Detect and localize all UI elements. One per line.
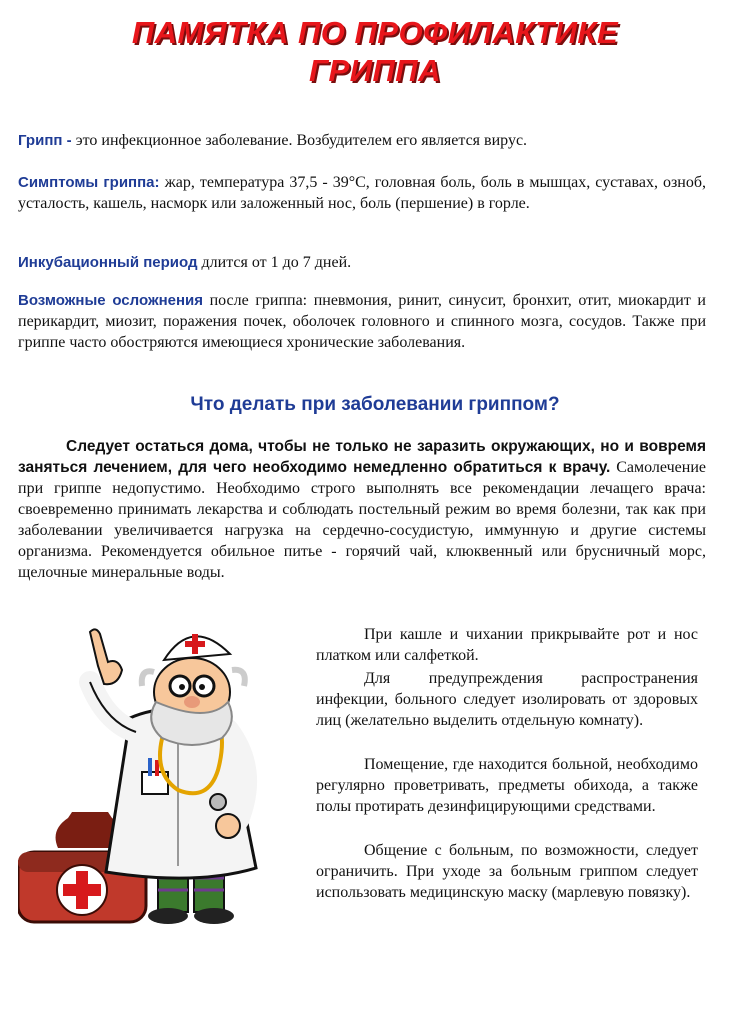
page-title — [0, 14, 750, 90]
section-heading: Что делать при заболевании гриппом? — [190, 394, 560, 415]
term-flu: Грипп - — [18, 132, 76, 149]
definition-text: это инфекционное заболевание. Возбудителем его является вирус. — [75, 132, 528, 149]
paragraph-ventilation: Помещение, где находится больной, необходимо регулярно проветривать, предметы обихода, а также полы протирать дезинфицирующими средствами. — [316, 756, 698, 815]
paragraph-isolation: Для предупреждения распространения инфекции, больного следует изолировать от здоровых лиц (желательно выделить отдельную комнату). — [316, 670, 698, 729]
paragraph-symptoms — [18, 172, 706, 214]
paragraph-contact: Общение с больным, по возможности, следует ограничить. При уходе за больным гриппом следует использовать медицинскую маску (марлевую повязку). — [316, 842, 698, 901]
title-line-2: ГРИППА — [309, 53, 441, 88]
advice-text: Самолечение при гриппе недопустимо. Необходимо строго выполнять все рекомендации лечащего врача: своевременно принимать лекарства и соблюдать постельный режим во время болезни, так как при заболевании увеличивается нагрузка на сердечно-сосудистую, иммунную и другие системы организма. Рекомендуется обильное питье - горячий чай, клюквенный или брусничный морс, щелочные минеральные воды. — [18, 459, 706, 581]
paragraph-cough: При кашле и чихании прикрывайте рот и нос платком или салфеткой. — [316, 626, 698, 664]
incubation-text: длится от 1 до 7 дней. — [197, 254, 352, 271]
paragraph-advice — [18, 436, 706, 583]
paragraph-incubation — [18, 252, 706, 273]
symptoms-text: жар, температура 37,5 - 39°С, головная боль, боль в мышцах, суставах, озноб, усталость, кашель, насморк или заложенный нос, боль (першение) в горле. — [18, 174, 707, 212]
complications-text: после гриппа: пневмония, ринит, синусит, бронхит, отит, миокардит и перикардит, миозит, поражения почек, оболочек головного и спинного мозга, сосудов. Также при гриппе часто обостряются имеющиеся хронические заболевания. — [18, 292, 706, 351]
term-incubation: Инкубационный период — [18, 254, 198, 271]
term-complications: Возможные осложнения — [18, 292, 204, 309]
term-symptoms: Симптомы гриппа: — [18, 174, 165, 191]
advice-bold: Следует остаться дома, чтобы не только не заразить окружающих, но и вовремя заняться лечением, для чего необходимо немедленно обратиться к врачу. — [18, 438, 706, 476]
doctor-illustration — [18, 620, 318, 925]
title-line-1: ПАМЯТКА ПО ПРОФИЛАКТИКЕ — [131, 15, 619, 50]
paragraph-definition — [18, 130, 706, 151]
paragraph-complications — [18, 290, 706, 353]
